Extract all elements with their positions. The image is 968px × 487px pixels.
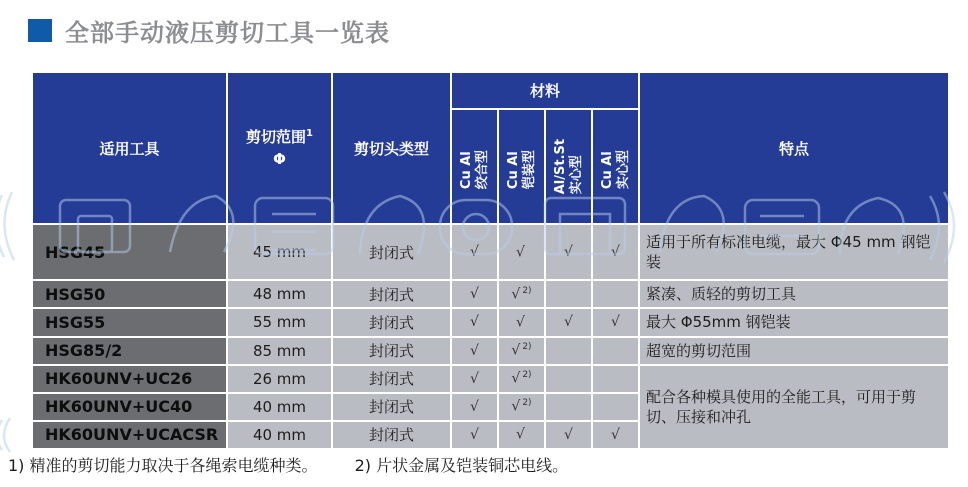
material-check-cell: √ [451, 421, 498, 449]
material-check-cell [545, 280, 592, 308]
material-check-cell: √ [451, 393, 498, 421]
page-title: 全部手动液压剪切工具一览表 [65, 19, 390, 47]
cutting-range-cell: 85 mm [227, 337, 332, 365]
material-check-cell [592, 393, 639, 421]
material-check-cell: √ [451, 308, 498, 336]
material-check-cell: √ [592, 224, 639, 280]
cutting-range-cell: 40 mm [227, 393, 332, 421]
head-type-cell: 封闭式 [332, 337, 451, 365]
header-material-col-alstst-solid: Al/St.St 实心型 [545, 109, 592, 224]
feature-cell: 最大 Φ55mm 钢铠装 [639, 308, 949, 336]
footnote-2: 2) 片状金属及铠装铜芯电线。 [354, 456, 569, 475]
table-row [32, 224, 949, 280]
material-check-cell: √ [545, 308, 592, 336]
header-material-col-cual-armoured: Cu Al 铠装型 [498, 109, 545, 224]
head-type-cell: 封闭式 [332, 280, 451, 308]
material-check-cell: √ [451, 337, 498, 365]
tool-name-cell: HK60UNV+UC26 [32, 365, 227, 393]
material-check-cell [592, 337, 639, 365]
feature-cell-merged: 配合各种模具使用的全能工具，可用于剪切、压接和冲孔 [639, 365, 949, 449]
header-row-top [32, 72, 949, 109]
table-row [32, 308, 949, 336]
header-applicable-tool: 适用工具 [32, 72, 227, 224]
material-check-cell: √ [451, 280, 498, 308]
tool-name-cell: HSG85/2 [32, 337, 227, 365]
tool-name-cell: HK60UNV+UCACSR [32, 421, 227, 449]
material-check-cell [545, 365, 592, 393]
material-check-cell: √ [498, 421, 545, 449]
header-material: 材料 [451, 72, 639, 109]
material-check-cell [545, 337, 592, 365]
material-check-cell: √ [545, 224, 592, 280]
table-row [32, 280, 949, 308]
head-type-cell: 封闭式 [332, 421, 451, 449]
head-type-cell: 封闭式 [332, 393, 451, 421]
material-check-cell: √ [592, 308, 639, 336]
material-check-cell [592, 365, 639, 393]
header-material-col-cual-solid: Cu Al 实心型 [592, 109, 639, 224]
table-row [32, 365, 949, 393]
page-header [0, 0, 968, 48]
material-check-cell: √ $^{2)}$ [498, 337, 545, 365]
table-row [32, 337, 949, 365]
cutting-range-cell: 55 mm [227, 308, 332, 336]
material-check-cell: √ [592, 421, 639, 449]
footnote-1: 1) 精准的剪切能力取决于各绳索电缆种类。 [8, 456, 318, 475]
head-type-cell: 封闭式 [332, 224, 451, 280]
material-check-cell: √ [451, 224, 498, 280]
material-check-cell: √ [498, 308, 545, 336]
header-features: 特点 [639, 72, 949, 224]
header-cutting-range: 剪切范围$^1$ Φ [227, 72, 332, 224]
material-check-cell [592, 280, 639, 308]
cutting-range-cell: 45 mm [227, 224, 332, 280]
tool-name-cell: HSG55 [32, 308, 227, 336]
title-bullet-square [28, 19, 52, 42]
tools-table [31, 71, 950, 450]
header-material-col-cual-stranded: Cu Al 绞合型 [451, 109, 498, 224]
material-check-cell: √ $^{2)}$ [498, 365, 545, 393]
material-check-cell: √ [498, 224, 545, 280]
material-check-cell: √ [545, 421, 592, 449]
cutting-range-cell: 40 mm [227, 421, 332, 449]
footnotes [8, 453, 600, 476]
material-check-cell: √ $^{2)}$ [498, 393, 545, 421]
feature-cell: 适用于所有标准电缆，最大 Φ45 mm 钢铠装 [639, 224, 949, 280]
head-type-cell: 封闭式 [332, 365, 451, 393]
cutting-range-cell: 26 mm [227, 365, 332, 393]
feature-cell: 超宽的剪切范围 [639, 337, 949, 365]
material-check-cell: √ [451, 365, 498, 393]
tool-name-cell: HSG45 [32, 224, 227, 280]
cutting-range-cell: 48 mm [227, 280, 332, 308]
tool-name-cell: HK60UNV+UC40 [32, 393, 227, 421]
material-check-cell [545, 393, 592, 421]
material-check-cell: √ $^{2)}$ [498, 280, 545, 308]
feature-cell: 紧凑、质轻的剪切工具 [639, 280, 949, 308]
head-type-cell: 封闭式 [332, 308, 451, 336]
tool-name-cell: HSG50 [32, 280, 227, 308]
header-cutting-head-type: 剪切头类型 [332, 72, 451, 224]
